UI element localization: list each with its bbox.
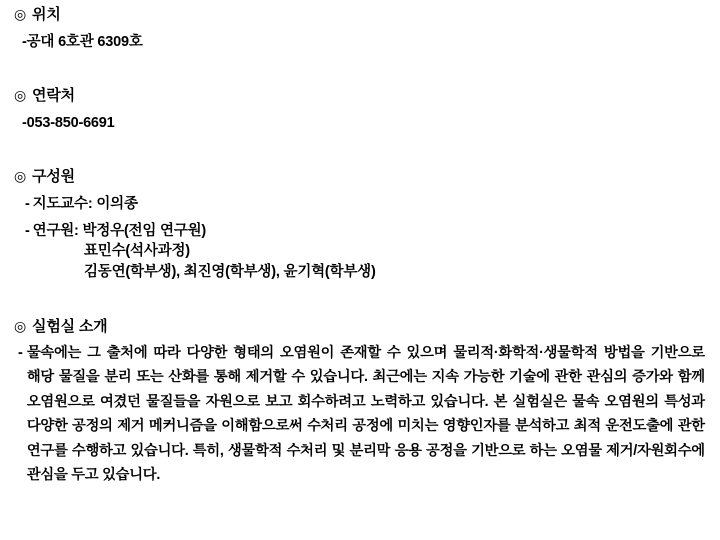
list-dash: - <box>18 344 23 361</box>
section-location <box>14 6 706 51</box>
intro-heading <box>14 318 706 336</box>
spacer <box>14 186 706 195</box>
intro-heading-text: 실험실 소개 <box>32 317 108 335</box>
bullet-icon: ◎ <box>14 317 27 334</box>
contact-heading <box>14 87 706 105</box>
list-dash: - <box>25 196 30 213</box>
members-heading-text: 구성원 <box>32 168 75 186</box>
bullet-icon: ◎ <box>14 87 27 104</box>
spacer <box>14 51 706 82</box>
spacer <box>14 24 706 33</box>
spacer <box>14 132 706 163</box>
location-heading <box>14 6 706 24</box>
members-heading <box>14 168 706 186</box>
spacer <box>14 283 706 309</box>
contact-value: -053-850-6691 <box>22 115 115 132</box>
section-contact <box>14 87 706 132</box>
member-advisor <box>14 195 706 213</box>
bullet-icon: ◎ <box>14 6 27 22</box>
spacer <box>14 309 706 318</box>
member-advisor-text: 지도교수: 이의종 <box>32 196 138 213</box>
intro-body-text: 물속에는 그 출처에 따라 다양한 형태의 오염원이 존재할 수 있으며 물리적·화학적·생물학적 방법을 기반으로 해당 물질을 분리 또는 산화를 통해 제거할 수 있습니다. 최근에는 지속 가능한 기술에 관한 관심의 증가와 함께 오염원으로 여겼던 물질들을 자원으로 보고 회수하려고 노력하고 있습니다. 본 실험실은 물속 오염원의 특성과 다양한 공정의 제거 메커니즘을 이해함으로써 수처리 공정에 미치는 영향인자를 분석하고 최적 운전도출에 관한 연구를 수행하고 있습니다. 특히, 생물학적 수처리 및 분리막 응용 공정을 기반으로 하는 오염물 제거/자원회수에 관심을 두고 있습니다. <box>26 344 705 484</box>
section-intro <box>14 318 706 488</box>
member-researcher-text: 연구원: 박정우(전임 연구원) <box>32 223 207 240</box>
intro-paragraph <box>14 341 706 488</box>
section-members <box>14 168 706 282</box>
spacer <box>14 105 706 114</box>
contact-heading-text: 연락처 <box>32 87 75 105</box>
member-row: 김동연(학부생), 최진영(학부생), 윤기혁(학부생) <box>84 263 376 280</box>
list-dash: - <box>25 223 30 240</box>
bullet-icon: ◎ <box>14 168 27 185</box>
member-researcher <box>14 222 706 240</box>
location-heading-text: 위치 <box>32 6 61 23</box>
location-value: -공대 6호관 6309호 <box>22 34 143 50</box>
spacer <box>14 213 706 222</box>
member-row: 표민수(석사과정) <box>84 242 190 259</box>
